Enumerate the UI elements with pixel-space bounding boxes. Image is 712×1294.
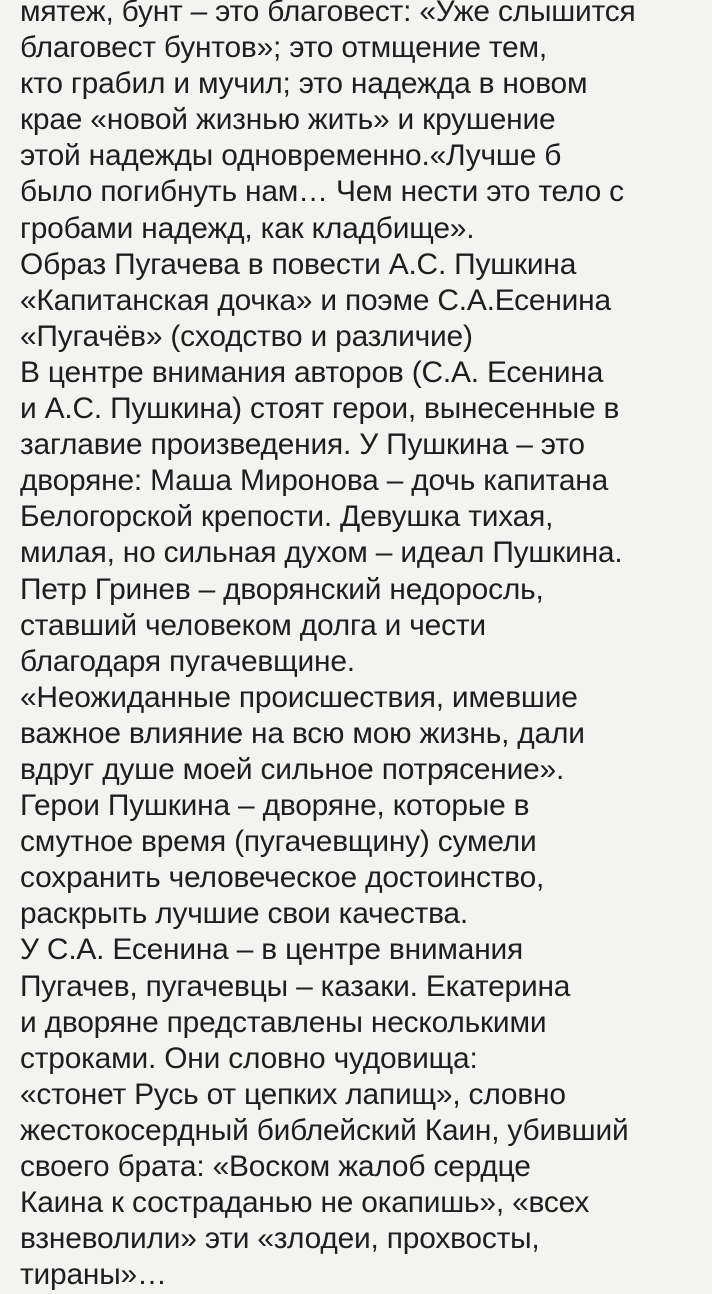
text-line: и дворяне представлены несколькими — [20, 1005, 547, 1039]
text-line: тираны»… — [20, 1258, 167, 1292]
text-line: заглавие произведения. У Пушкина – это — [20, 428, 585, 462]
text-line: жестокосердный библейский Каин, убивший — [20, 1113, 629, 1147]
text-line: крае «новой жизнью жить» и крушение — [20, 103, 556, 137]
text-line: и А.С. Пушкина) стоят герои, вынесенные в — [20, 392, 620, 426]
text-line: важное влияние на всю мою жизнь, дали — [20, 716, 585, 750]
text-line: «Пугачёв» (сходство и различие) — [20, 319, 473, 353]
text-line: Каина к состраданью не окапишь», «всех — [20, 1186, 590, 1220]
text-line: В центре внимания авторов (С.А. Есенина — [20, 355, 604, 389]
text-line: милая, но сильная духом – идеал Пушкина. — [20, 536, 623, 570]
text-line: благодаря пугачевщине. — [20, 644, 355, 678]
text-line: строками. Они словно чудовища: — [20, 1041, 478, 1075]
text-line: ставший человеком долга и чести — [20, 608, 486, 642]
text-line: смутное время (пугачевщину) сумели — [20, 825, 537, 859]
text-line: Образ Пугачева в повести А.С. Пушкина — [20, 247, 577, 281]
text-line: этой надежды одновременно.«Лучше б — [20, 139, 562, 173]
text-line: своего брата: «Воском жалоб сердце — [20, 1150, 531, 1183]
text-line: У С.А. Есенина – в центре внимания — [20, 933, 524, 967]
text-line: Герои Пушкина – дворяне, которые в — [20, 789, 530, 823]
text-line: было погибнуть нам… Чем нести это тело с — [20, 175, 624, 209]
text-line: Петр Гринев – дворянский недоросль, — [20, 572, 544, 606]
text-line: благовест бунтов»; это отмщение тем, — [20, 31, 547, 65]
text-line: Пугачев, пугачевцы – казаки. Екатерина — [20, 969, 571, 1003]
text-line: дворяне: Маша Миронова – дочь капитана — [20, 464, 609, 498]
text-line: взневолили» эти «злодеи, прохвосты, — [20, 1222, 540, 1256]
text-line: «Капитанская дочка» и поэме С.А.Есенина — [20, 283, 611, 317]
text-line: кто грабил и мучил; это надежда в новом — [20, 67, 588, 101]
text-line: Белогорской крепости. Девушка тихая, — [20, 500, 554, 534]
text-line: гробами надежд, как кладбище». — [20, 211, 475, 245]
text-line: раскрыть лучшие свои качества. — [20, 897, 468, 931]
text-line: сохранить человеческое достоинство, — [20, 861, 545, 895]
text-line: мятеж, бунт – это благовест: «Уже слышится — [20, 0, 636, 28]
essay-text — [20, 0, 710, 1293]
text-line: «стонет Русь от цепких лапищ», словно — [20, 1077, 566, 1111]
text-line: «Неожиданные происшествия, имевшие — [20, 680, 578, 714]
text-line: вдруг душе моей сильное потрясение». — [20, 752, 565, 786]
